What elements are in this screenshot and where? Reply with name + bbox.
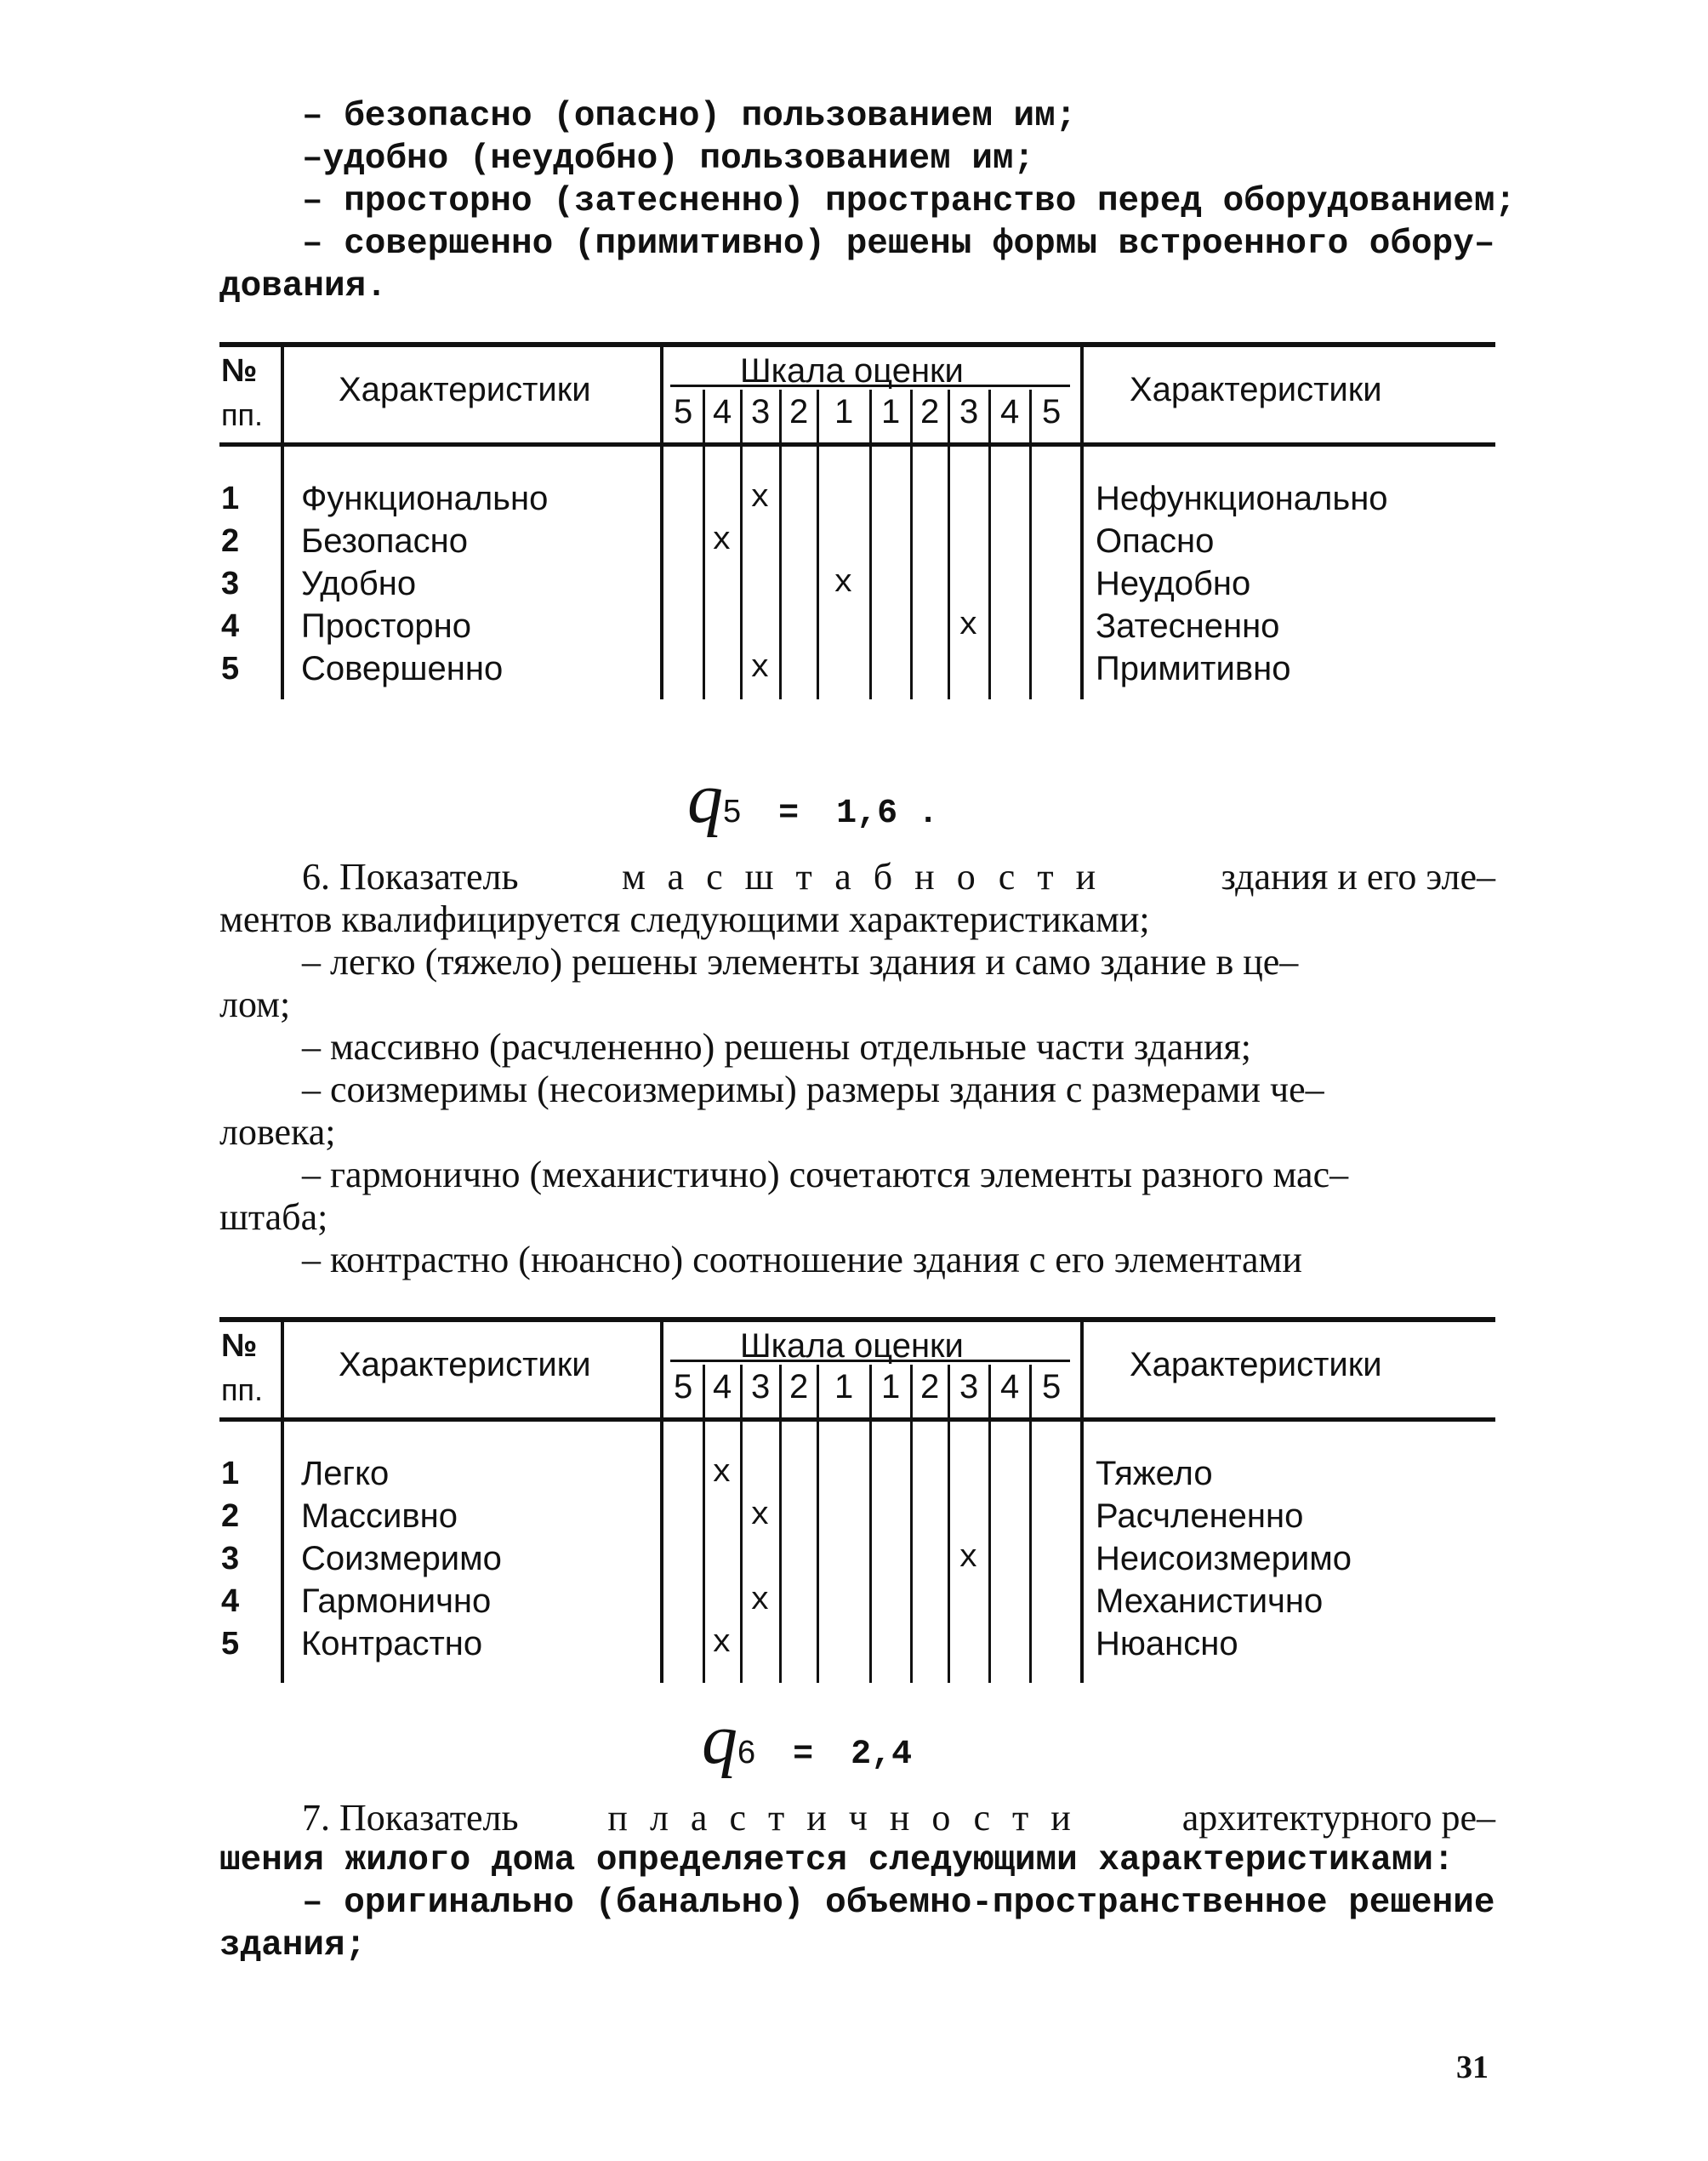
text-line: – контрастно (нюансно) соотношение здания с его элементами xyxy=(302,1239,1302,1280)
scale-label: 4 xyxy=(1000,1368,1020,1406)
text-line: – совершенно (примитивно) решены формы встроенного обору– xyxy=(302,225,1495,264)
scale-divider xyxy=(869,1365,872,1683)
section-6-heading xyxy=(302,856,1495,898)
row-number: 2 xyxy=(221,1498,240,1534)
header-scale-title: Шкала оценки xyxy=(740,352,964,390)
rating-table-2 xyxy=(219,1317,1495,1683)
row-left-characteristic: Соизмеримо xyxy=(301,1540,502,1577)
rating-mark: x xyxy=(712,1625,732,1662)
scale-divider xyxy=(948,390,950,699)
table-divider xyxy=(1080,347,1084,699)
header-scale-title: Шкала оценки xyxy=(740,1327,964,1365)
rating-mark: x xyxy=(712,522,732,559)
scale-label: 5 xyxy=(1042,1368,1062,1406)
row-right-characteristic: Расчлененно xyxy=(1096,1497,1304,1535)
formula-equals: = xyxy=(793,1736,814,1774)
rating-mark: x xyxy=(750,1582,770,1619)
row-right-characteristic: Примитивно xyxy=(1096,650,1291,687)
scale-divider xyxy=(703,1365,705,1683)
row-number: 5 xyxy=(221,651,240,687)
rating-mark: x xyxy=(959,1540,978,1577)
row-left-characteristic: Массивно xyxy=(301,1497,458,1535)
scale-label: 2 xyxy=(789,1368,809,1406)
scale-label: 5 xyxy=(674,393,693,430)
rating-mark: x xyxy=(834,565,853,602)
row-right-characteristic: Неудобно xyxy=(1096,565,1251,602)
table-rule-top xyxy=(219,342,1495,347)
formula-value: 1,6 . xyxy=(836,795,939,833)
row-left-characteristic: Гармонично xyxy=(301,1582,492,1620)
rating-mark: x xyxy=(712,1455,732,1491)
row-left-characteristic: Контрастно xyxy=(301,1625,483,1662)
row-left-characteristic: Безопасно xyxy=(301,522,468,560)
formula-equals: = xyxy=(778,795,800,833)
section-6-term: масштабности xyxy=(622,856,1119,898)
scale-label: 1 xyxy=(881,393,901,430)
scale-label: 3 xyxy=(959,393,979,430)
text-line: здания; xyxy=(219,1926,367,1965)
rating-mark: x xyxy=(959,607,978,644)
scale-label: 4 xyxy=(713,393,732,430)
rating-table-1 xyxy=(219,342,1495,699)
row-left-characteristic: Совершенно xyxy=(301,650,504,687)
scale-label: 5 xyxy=(674,1368,693,1406)
formula-letter: q xyxy=(687,759,723,838)
scale-label: 3 xyxy=(959,1368,979,1406)
scale-label: 1 xyxy=(881,1368,901,1406)
row-number: 4 xyxy=(221,608,240,644)
scale-label: 4 xyxy=(713,1368,732,1406)
table-rule-top xyxy=(219,1317,1495,1322)
table-divider xyxy=(281,1322,284,1683)
formula-letter: q xyxy=(702,1700,737,1779)
row-number: 3 xyxy=(221,566,240,602)
header-num-pp: пп. xyxy=(221,1372,263,1407)
text-line: дования. xyxy=(219,267,387,306)
row-number: 4 xyxy=(221,1583,240,1619)
header-num-pp: пп. xyxy=(221,397,263,432)
row-right-characteristic: Нефункционально xyxy=(1096,480,1388,517)
scale-divider xyxy=(817,390,819,699)
scale-divider xyxy=(910,390,913,699)
section-6-pre: 6. Показатель xyxy=(302,856,519,898)
text-line: – просторно (затесненно) пространство перед оборудованием; xyxy=(302,182,1517,221)
row-right-characteristic: Опасно xyxy=(1096,522,1215,560)
row-left-characteristic: Просторно xyxy=(301,607,471,645)
row-right-characteristic: Затесненно xyxy=(1096,607,1280,645)
scale-label: 3 xyxy=(751,393,771,430)
scale-label: 1 xyxy=(834,393,854,430)
scale-divider xyxy=(1029,390,1032,699)
formula-subscript: 6 xyxy=(737,1735,756,1770)
text-line: штаба; xyxy=(219,1196,328,1238)
header-num: № xyxy=(221,1328,258,1364)
row-right-characteristic: Неисоизмеримо xyxy=(1096,1540,1352,1577)
section-7-pre: 7. Показатель xyxy=(302,1797,519,1839)
table-rule-header xyxy=(219,1417,1495,1422)
scale-divider xyxy=(779,390,782,699)
row-left-characteristic: Легко xyxy=(301,1455,390,1492)
table-divider xyxy=(1080,1322,1084,1683)
page-number: 31 xyxy=(1456,2050,1489,2085)
text-line: – соизмеримы (несоизмеримы) размеры здания с размерами че– xyxy=(302,1069,1324,1110)
row-number: 1 xyxy=(221,481,240,516)
formula-q5 xyxy=(687,757,938,840)
scale-divider xyxy=(703,390,705,699)
row-number: 3 xyxy=(221,1541,240,1577)
row-right-characteristic: Механистично xyxy=(1096,1582,1324,1620)
text-line: – гармонично (механистично) сочетаются элементы разного мас– xyxy=(302,1154,1349,1195)
row-left-characteristic: Функционально xyxy=(301,480,549,517)
scale-divider xyxy=(740,390,743,699)
scale-divider xyxy=(779,1365,782,1683)
text-line: – безопасно (опасно) пользованием им; xyxy=(302,97,1077,136)
table-divider xyxy=(281,347,284,699)
header-right: Характеристики xyxy=(1130,1346,1382,1383)
scale-divider xyxy=(740,1365,743,1683)
scale-label: 2 xyxy=(920,1368,940,1406)
scale-divider xyxy=(1029,1365,1032,1683)
header-num: № xyxy=(221,353,258,389)
header-left: Характеристики xyxy=(339,371,591,408)
text-line: ментов квалифицируется следующими характеристиками; xyxy=(219,898,1150,940)
text-line: – оригинально (банально) объемно-пространственное решение xyxy=(302,1884,1495,1923)
section-7-post: архитектурного ре– xyxy=(1181,1797,1495,1839)
section-7-term: пластичности xyxy=(607,1797,1093,1839)
row-right-characteristic: Тяжело xyxy=(1096,1455,1213,1492)
scale-divider xyxy=(869,390,872,699)
scale-label: 5 xyxy=(1042,393,1062,430)
scale-divider xyxy=(948,1365,950,1683)
text-line: лом; xyxy=(219,984,291,1025)
section-6-post: здания и его эле– xyxy=(1221,856,1495,898)
scale-label: 2 xyxy=(789,393,809,430)
scale-label: 4 xyxy=(1000,393,1020,430)
row-number: 1 xyxy=(221,1456,240,1491)
rating-mark: x xyxy=(750,480,770,516)
scale-divider xyxy=(988,390,991,699)
row-left-characteristic: Удобно xyxy=(301,565,417,602)
table-divider xyxy=(660,1322,663,1683)
header-right: Характеристики xyxy=(1130,371,1382,408)
text-line: шения жилого дома определяется следующими характеристиками: xyxy=(219,1841,1455,1880)
header-left: Характеристики xyxy=(339,1346,591,1383)
rating-mark: x xyxy=(750,1497,770,1534)
scale-divider xyxy=(817,1365,819,1683)
scale-divider xyxy=(988,1365,991,1683)
text-line: – легко (тяжело) решены элементы здания и само здание в це– xyxy=(302,941,1299,983)
formula-subscript: 5 xyxy=(723,794,742,830)
text-line: – массивно (расчлененно) решены отдельные части здания; xyxy=(302,1026,1251,1068)
scale-label: 1 xyxy=(834,1368,854,1406)
table-divider xyxy=(660,347,663,699)
formula-value: 2,4 xyxy=(851,1736,913,1774)
rating-mark: x xyxy=(750,650,770,687)
section-7-heading xyxy=(302,1797,1495,1839)
text-line: –удобно (неудобно) пользованием им; xyxy=(302,140,1035,179)
scale-label: 3 xyxy=(751,1368,771,1406)
table-rule-header xyxy=(219,442,1495,447)
formula-q6 xyxy=(702,1698,912,1781)
row-number: 5 xyxy=(221,1626,240,1662)
row-number: 2 xyxy=(221,523,240,559)
text-line: ловека; xyxy=(219,1111,336,1153)
scale-divider xyxy=(910,1365,913,1683)
row-right-characteristic: Нюансно xyxy=(1096,1625,1238,1662)
scale-label: 2 xyxy=(920,393,940,430)
